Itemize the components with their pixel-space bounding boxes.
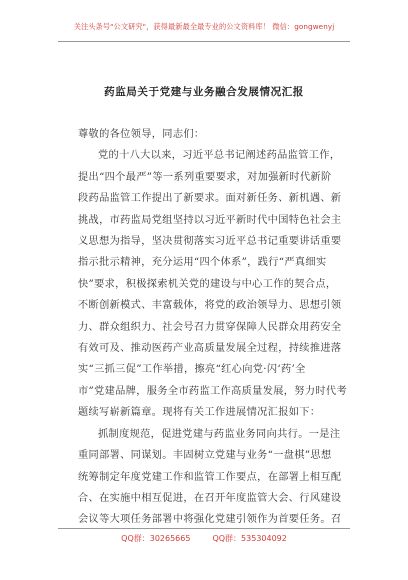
body-text-line: 义思想为指导，坚决贯彻落实习近平总书记重要讲话重要 [78, 236, 342, 248]
body-text-line: 重同部署、同谋划。丰固树立党建与业务“一盘棋”思想 [78, 450, 332, 462]
body-text-line: 会议等大项任务部署中将强化党建引领作为首要任务。召 [78, 514, 342, 526]
body-text-line: 力、群众组织力、社会号召力贯穿保障人民群众用药安全 [78, 321, 342, 333]
body-text-line: 统筹制定年度党建工作和监管工作要点，在部署上相互配 [78, 471, 342, 483]
body-text-line: 有效可及、推动医药产业高质量发展全过程，持续推进落 [78, 343, 342, 355]
body-text-line: 段药品监管工作提出了新要求。面对新任务、新机遇、新 [78, 193, 342, 205]
body-text-line: 快”要求，积极探索机关党的建设与中心工作的契合点， [78, 278, 337, 290]
body-text-line: 合、在实施中相互促进，在召开年度监管大会、行风建设 [78, 492, 342, 504]
body-paragraphs [78, 145, 347, 530]
document-title: 药监局关于党建与业务融合发展情况汇报 [104, 86, 304, 98]
document-body [78, 124, 347, 531]
body-text-line: 抓制度规范，促进党建与药监业务同向共行。一是注 [98, 428, 341, 440]
body-text-line: 题续写崭新篇章。现将有关工作进展情况汇报如下： [78, 407, 321, 419]
footer-qq-group-1: QQ群：30265665 [121, 534, 191, 543]
body-text-line: 提出“四个最严”等一系列重要要求，对加强新时代新阶 [78, 171, 332, 183]
header-note: 关注头条号"公文研究"，获得最新最全最专业的公文资料库！ 微信：gongwenyj [73, 22, 335, 31]
header-divider [58, 41, 350, 42]
footer-qq-group-2: QQ群：535304092 [212, 534, 287, 543]
footer-divider [58, 528, 350, 529]
body-text-line: 市”党建品牌，服务全市药监工作高质量发展，努力时代考 [78, 385, 347, 397]
body-text-line: 实“三抓三促”工作举措，擦亮“红心向党·闪‘药’全 [78, 364, 306, 376]
body-text-line: 党的十八大以来，习近平总书记阐述药品监管工作， [98, 150, 341, 162]
footer [0, 533, 408, 544]
body-text-line: 不断创新模式、丰富载体，将党的政治领导力、思想引领 [78, 300, 342, 312]
body-text-line: 指示批示精神，充分运用“四个体系”，践行“严真细实 [78, 257, 327, 269]
greeting-line: 尊敬的各位领导，同志们： [78, 129, 205, 140]
body-text-line: 挑战，市药监局党组坚持以习近平新时代中国特色社会主 [78, 214, 342, 226]
